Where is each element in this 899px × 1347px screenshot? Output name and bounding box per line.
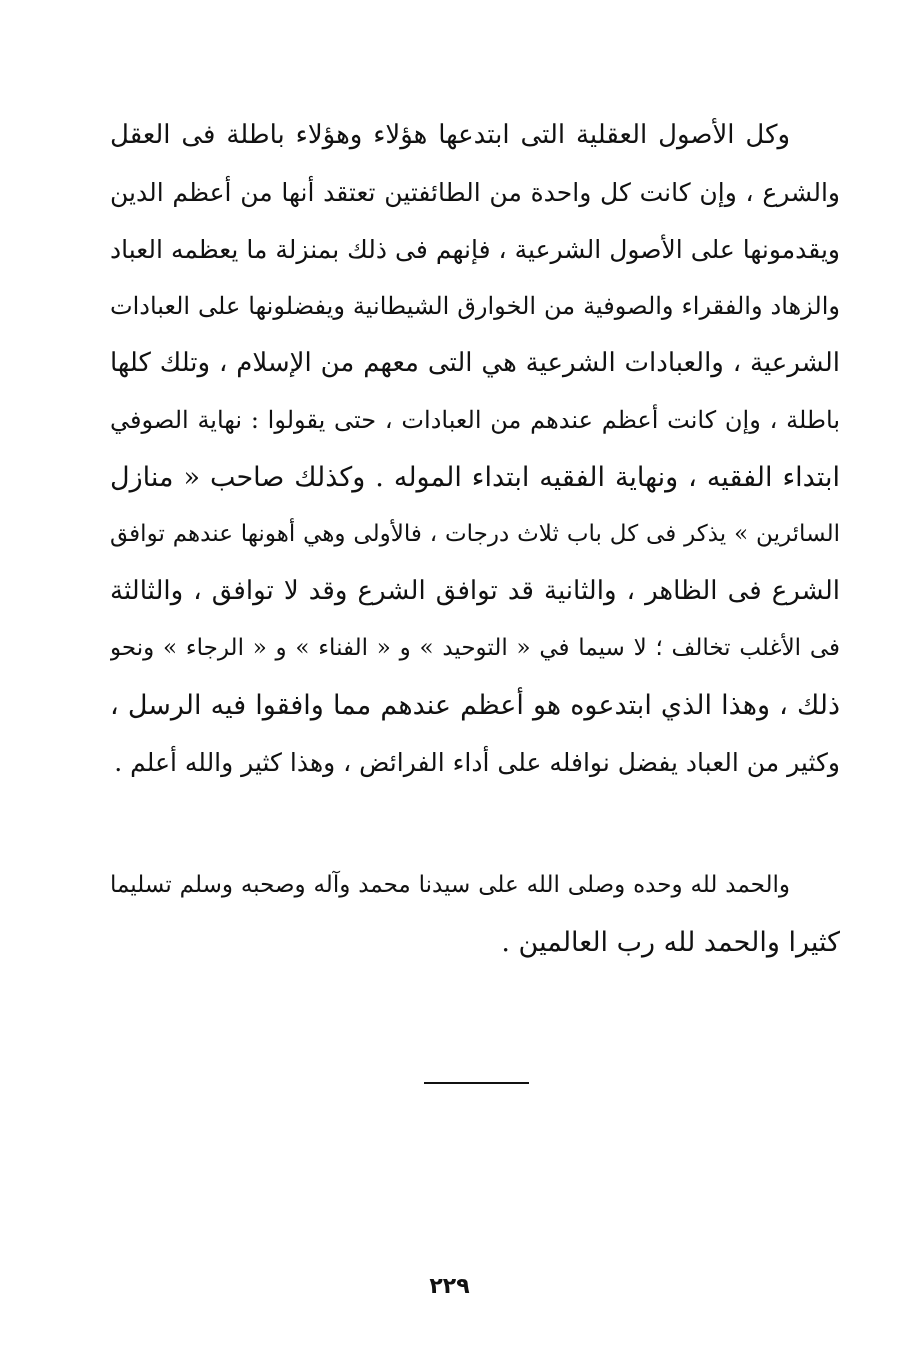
main-paragraph — [110, 107, 840, 791]
text-line: ابتداء الفقيه ، ونهاية الفقيه ابتداء الموله . وكذلك صاحب « منازل — [110, 462, 840, 493]
text-line: والحمد لله وحده وصلى الله على سيدنا محمد وآله وصحبه وسلم تسليما — [110, 872, 790, 898]
text-line: الشرع فى الظاهر ، والثانية قد توافق الشرع وقد لا توافق ، والثالثة — [110, 576, 840, 606]
closing-paragraph — [110, 857, 840, 971]
text-line: ذلك ، وهذا الذي ابتدعوه هو أعظم عندهم مما وافقوا فيه الرسل ، — [110, 690, 840, 721]
text-line: والشرع ، وإن كانت كل واحدة من الطائفتين تعتقد أنها من أعظم الدين — [110, 178, 840, 207]
text-line: السائرين » يذكر فى كل باب ثلاث درجات ، فالأولى وهي أهونها عندهم توافق — [110, 521, 840, 547]
text-line: ويقدمونها على الأصول الشرعية ، فإنهم فى ذلك بمنزلة ما يعظمه العباد — [110, 235, 840, 264]
text-line: باطلة ، وإن كانت أعظم عندهم من العبادات ، حتى يقولوا : نهاية الصوفي — [110, 406, 840, 434]
text-line: وكثير من العباد يفضل نوافله على أداء الفرائض ، وهذا كثير والله أعلم . — [114, 748, 840, 777]
text-line: الشرعية ، والعبادات الشرعية هي التى معهم من الإسلام ، وتلك كلها — [110, 348, 840, 378]
text-line: وكل الأصول العقلية التى ابتدعها هؤلاء وهؤلاء باطلة فى العقل — [110, 120, 790, 150]
text-line: فى الأغلب تخالف ؛ لا سيما في « التوحيد » و « الفناء » و « الرجاء » ونحو — [110, 635, 840, 661]
text-line: كثيرا والحمد لله رب العالمين . — [501, 927, 840, 958]
text-line: والزهاد والفقراء والصوفية من الخوارق الشيطانية ويفضلونها على العبادات — [110, 292, 840, 320]
page-number: ٢٢٩ — [429, 1274, 470, 1299]
section-divider — [424, 1082, 529, 1084]
